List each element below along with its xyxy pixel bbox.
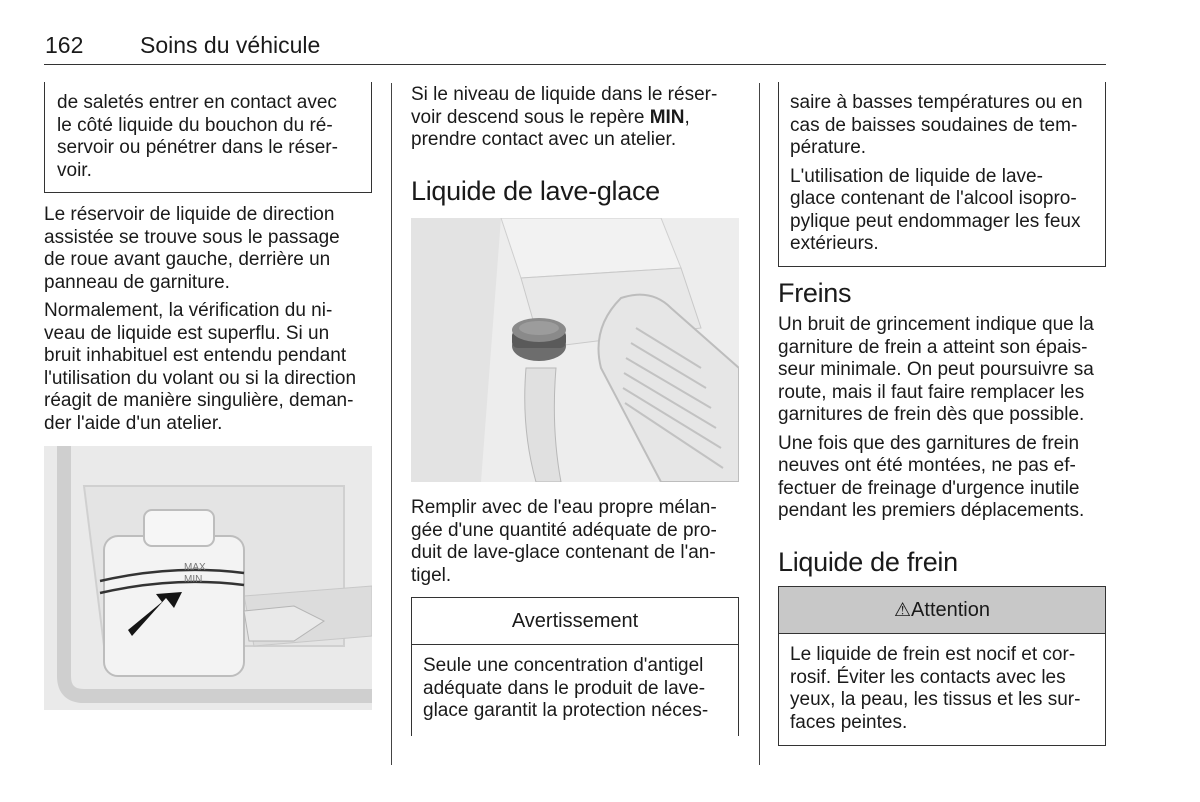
note-line: servoir ou pénétrer dans le réser- xyxy=(57,137,338,158)
attention-title: Attention xyxy=(911,599,990,621)
header-rule xyxy=(44,64,1106,65)
column-divider-2 xyxy=(759,83,760,765)
attention-header xyxy=(779,587,1105,634)
column-divider-1 xyxy=(391,83,392,765)
reservoir-illustration xyxy=(44,446,372,710)
warning-continued-text: saire à basses températures ou en cas de baisses soudaines de tem- pérature. xyxy=(790,92,1083,158)
power-steering-reservoir-figure xyxy=(44,446,372,710)
heading-washer-fluid: Liquide de lave-glace xyxy=(411,176,660,206)
note-line: de saletés entrer en contact avec xyxy=(57,92,337,113)
heading-brake-fluid: Liquide de frein xyxy=(778,547,958,577)
attention-text: Le liquide de frein est nocif et cor- rosif. Éviter les contacts avec les yeux, la peau, les tissus et les sur- faces peintes. xyxy=(790,644,1081,733)
note-line: voir. xyxy=(57,159,92,181)
note-line: le côté liquide du bouchon du ré- xyxy=(57,114,333,136)
warning-text: Seule une concentration d'antigel adéquate dans le produit de lave- glace garantit la protection néces- xyxy=(423,655,709,721)
washer-intro-paragraph: Si le niveau de liquide dans le réser- voir descend sous le repère MIN, prendre contact avec un atelier. xyxy=(411,84,718,150)
brakes-paragraphs xyxy=(778,314,1108,529)
warning-triangle-icon: ⚠ xyxy=(894,599,912,621)
paragraph-new-brake-pads: Une fois que des garnitures de frein neuves ont été montées, ne pas ef- fectuer de freinage d'urgence inutile pendant les premiers déplacements. xyxy=(778,432,1085,521)
washer-reservoir-figure xyxy=(411,218,739,482)
washer-fill-paragraph: Remplir avec de l'eau propre mélan- gée d'une quantité adéquate de pro- duit de lave-glace contenant de l'an- tigel. xyxy=(411,497,717,586)
max-mark-label: MAX xyxy=(184,562,206,573)
min-mark-label: MIN xyxy=(184,574,203,585)
page-title: Soins du véhicule xyxy=(140,32,321,58)
paragraph-level-check: Normalement, la vérification du ni- veau de liquide est superflu. Si un bruit inhabituel est entendu pendant l'utilisation du volant ou si la direction réagit de manière singulière, deman- der l'aide d'un atelier. xyxy=(44,300,357,434)
power-steering-paragraphs xyxy=(44,204,374,441)
alcohol-warning-text: L'utilisation de liquide de lave- glace contenant de l'alcool isopro- pylique peut endommager les feux extérieurs. xyxy=(790,165,1081,254)
warning-box xyxy=(411,597,739,736)
warning-box-continued xyxy=(778,82,1106,267)
attention-box xyxy=(778,586,1106,746)
paragraph-brake-pads-wear: Un bruit de grincement indique que la garniture de frein a atteint son épais- seur minimale. On peut poursuivre sa route, mais il faut faire remplacer les garnitures de frein dès que possible. xyxy=(778,314,1094,425)
warning-title: Avertissement xyxy=(412,598,738,645)
min-mark-bold: MIN xyxy=(649,106,685,128)
paragraph-reservoir-location: Le réservoir de liquide de direction assistée se trouve sous le passage de roue avant gauche, derrière un panneau de garniture. xyxy=(44,204,340,293)
page-number: 162 xyxy=(45,32,84,58)
washer-illustration xyxy=(411,218,739,482)
continued-note-box xyxy=(44,82,372,193)
heading-brakes: Freins xyxy=(778,278,852,308)
